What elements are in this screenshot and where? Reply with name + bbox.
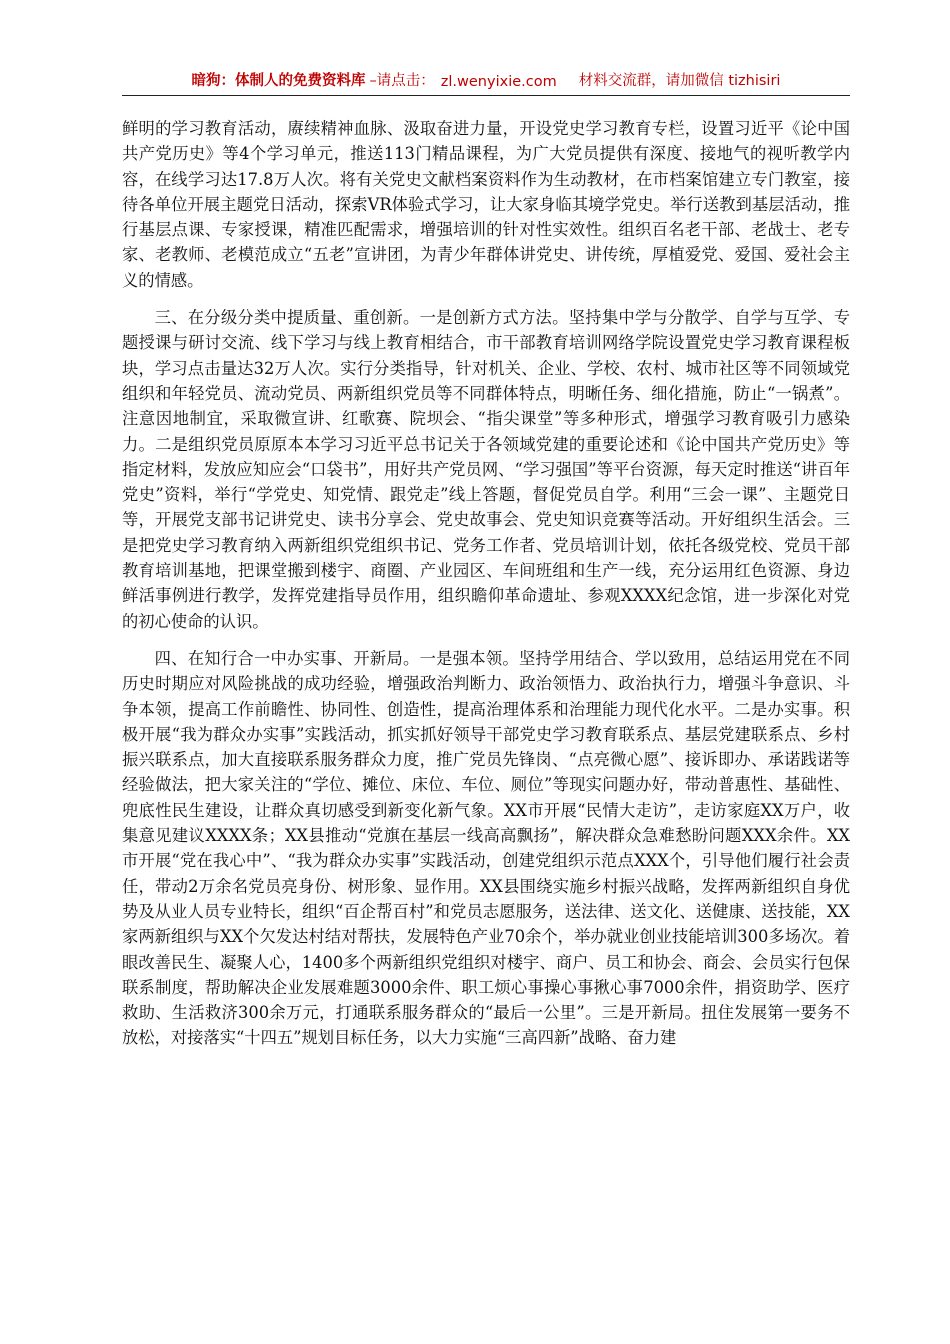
- header-site-name: 暗狗：体制人的免费资料库: [191, 73, 366, 89]
- paragraph-section-three: 三、在分级分类中提质量、重创新。一是创新方式方法。坚持集中学与分散学、自学与互学、专题授课与研讨交流、线下学习与线上教育相结合，市干部教育培训网络学院设置党史学习教育课程板块，学习点击量达32万人次。实行分类指导，针对机关、企业、学校、农村、城市社区等不同领域党组织和年轻党员、流动党员、两新组织党员等不同群体特点，明晰任务、细化措施，防止“一锅煮”。注意因地制宜，采取微宣讲、红歌赛、院坝会、“指尖课堂”等多种形式，增强学习教育吸引力感染力。二是组织党员原原本本学习习近平总书记关于各领域党建的重要论述和《论中国共产党历史》等指定材料，发放应知应会“口袋书”，用好共产党员网、“学习强国”等平台资源，每天定时推送“讲百年党史”资料，举行“学党史、知党情、跟党走”线上答题，督促党员自学。利用“三会一课”、主题党日等，开展党支部书记讲党史、读书分享会、党史故事会、党史知识竞赛等活动。开好组织生活会。三是把党史学习教育纳入两新组织党组织书记、党务工作者、党员培训计划，依托各级党校、党员干部教育培训基地，把课堂搬到楼宇、商圈、产业园区、车间班组和生产一线，充分运用红色资源、身边鲜活事例进行教学，发挥党建指导员作用，组织瞻仰革命遗址、参观XXXX纪念馆，进一步深化对党的初心使命的认识。: [122, 308, 850, 631]
- paragraph-continuation: 鲜明的学习教育活动，赓续精神血脉、汲取奋进力量，开设党史学习教育专栏，设置习近平《论中国共产党历史》等4个学习单元，推送113门精品课程，为广大党员提供有深度、接地气的视听教学内容，在线学习达17.8万人次。将有关党史文献档案资料作为生动教材，在市档案馆建立专门教室，接待各单位开展主题党日活动，探索VR体验式学习，让大家身临其境学党史。举行送教到基层活动，推行基层点课、专家授课，精准匹配需求，增强培训的针对性实效性。组织百名老干部、老战士、老专家、老教师、老模范成立“五老”宣讲团，为青少年群体讲党史、讲传统，厚植爱党、爱国、爱社会主义的情感。: [122, 119, 850, 290]
- paragraph-section-four: 四、在知行合一中办实事、开新局。一是强本领。坚持学用结合、学以致用，总结运用党在不同历史时期应对风险挑战的成功经验，增强政治判断力、政治领悟力、政治执行力，增强斗争意识、斗争本领，提高工作前瞻性、协同性、创造性，提高治理体系和治理能力现代化水平。二是办实事。积极开展“我为群众办实事”实践活动，抓实抓好领导干部党史学习教育联系点、基层党建联系点、乡村振兴联系点，加大直接联系服务群众力度，推广党员先锋岗、“点亮微心愿”、接诉即办、承诺践诺等经验做法，把大家关注的“学位、摊位、床位、车位、厕位”等现实问题办好，带动普惠性、基础性、兜底性民生建设，让群众真切感受到新变化新气象。XX市开展“民情大走访”，走访家庭XX万户，收集意见建议XXXX条；XX县推动“党旗在基层一线高高飘扬”，解决群众急难愁盼问题XXX余件。XX市开展“党在我心中”、“我为群众办实事”实践活动，创建党组织示范点XXX个，引导他们履行社会责任，带动2万余名党员亮身份、树形象、显作用。XX县围绕实施乡村振兴战略，发挥两新组织自身优势及从业人员专业特长，组织“百企帮百村”和党员志愿服务，送法律、送文化、送健康、送技能，XX家两新组织与XX个欠发达村结对帮扶，发展特色产业70余个，举办就业创业技能培训300多场次。着眼改善民生、凝聚人心，1400多个两新组织党组织对楼宇、商户、员工和协会、商会、会员实行包保联系制度，帮助解决企业发展难题3000余件、职工烦心事操心事揪心事7000余件，捐资助学、医疗救助、生活救济300余万元，打通联系服务群众的“最后一公里”。三是开新局。扭住发展第一要务不放松，对接落实“十四五”规划目标任务，以大力实施“三高四新”战略、奋力建: [122, 648, 850, 1048]
- document-body: [122, 116, 850, 1063]
- page-header: [122, 66, 850, 96]
- header-url-link[interactable]: zl.wenyixie.com: [440, 74, 557, 90]
- header-group-text: 材料交流群，请加微信 tizhisiri: [578, 73, 781, 89]
- header-click-text: –请点击：: [369, 73, 435, 89]
